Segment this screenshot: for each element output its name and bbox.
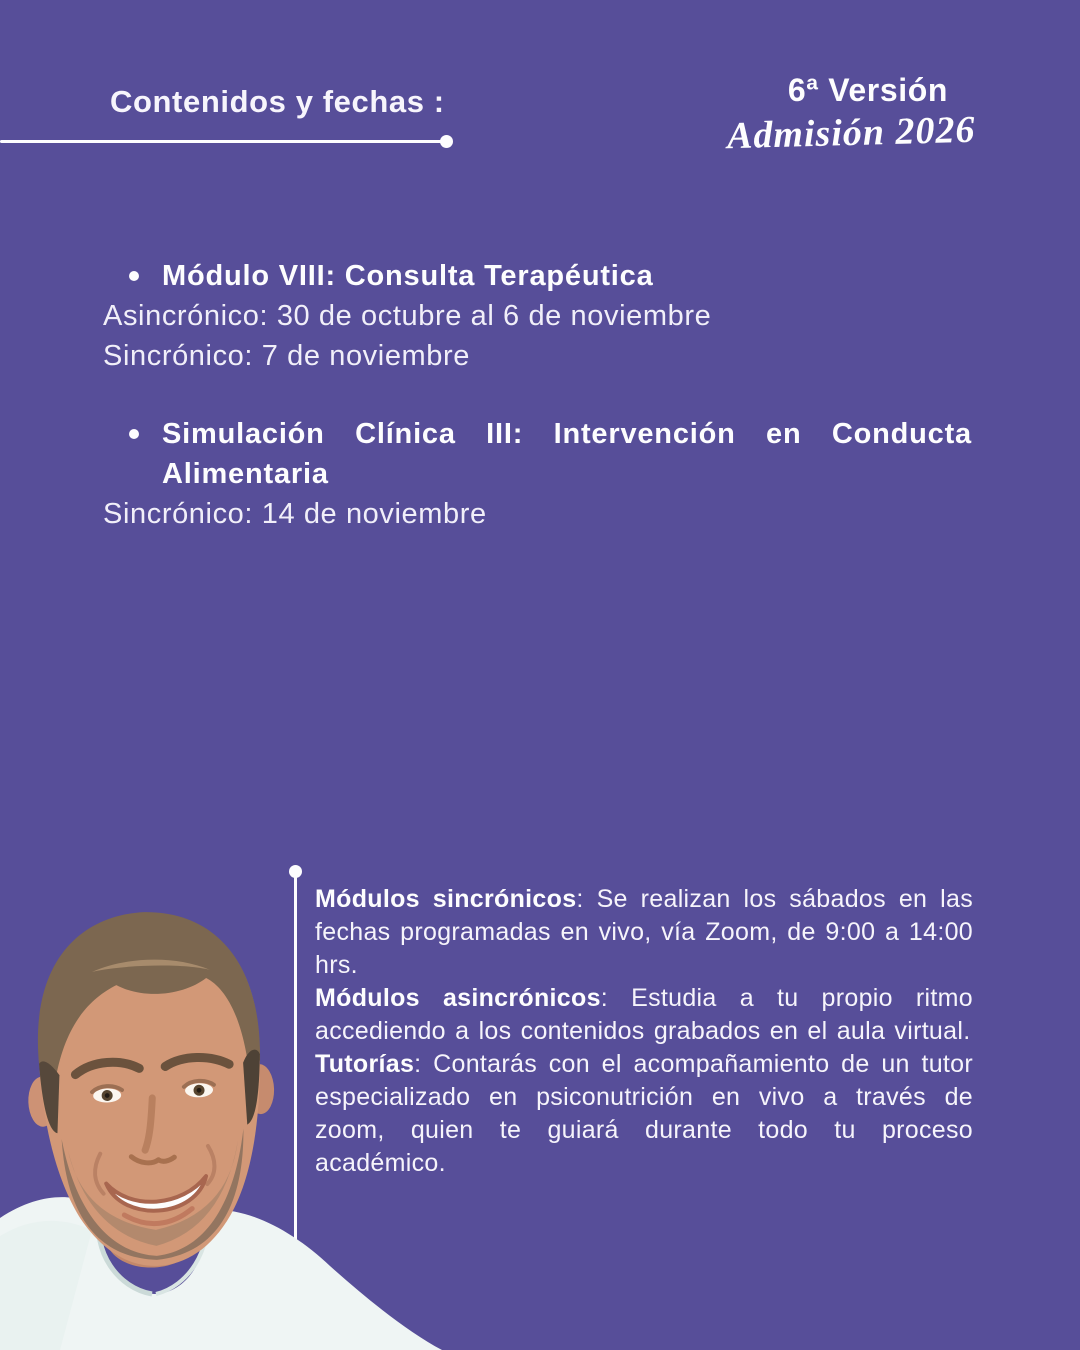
module-date: Sincrónico: 14 de noviembre (103, 498, 487, 530)
info-item-text: : Contarás con el acompañamiento de un tutor especializado en psiconutrición en vivo a través de zoom, quien te guiará durante todo tu proceso académico. (315, 1050, 973, 1177)
page-title: Contenidos y fechas : (110, 84, 445, 119)
bullet-dot-icon (129, 429, 139, 439)
module-date: Asincrónico: 30 de octubre al 6 de noviembre (103, 300, 712, 332)
modules-list (103, 256, 972, 534)
bullet-dot-icon (129, 271, 139, 281)
module-dates (103, 296, 972, 376)
version-label: 6ª Versión (787, 72, 948, 108)
info-item-label: Tutorías (315, 1050, 415, 1078)
module-title: Simulación Clínica III: Intervención en Conducta Alimentaria (162, 418, 972, 490)
module-item (103, 256, 972, 376)
info-item-label: Módulos sincrónicos (315, 885, 577, 913)
info-item-text: : Se realizan los sábados en las fechas programadas en vivo, vía Zoom, de 9:00 a 14:00 hrs. (315, 885, 974, 979)
tutor-photo-illustration (0, 900, 470, 1350)
info-item-text: : Estudia a tu propio ritmo accediendo a los contenidos grabados en el aula virtual. (315, 984, 973, 1045)
module-dates (103, 494, 972, 534)
title-underline-dot-icon (440, 135, 453, 148)
tutor-photo (0, 900, 470, 1350)
module-date: Sincrónico: 7 de noviembre (103, 340, 471, 372)
module-item (103, 414, 972, 534)
module-title: Módulo VIII: Consulta Terapéutica (162, 260, 654, 292)
info-item-label: Módulos asincrónicos (315, 984, 601, 1012)
title-underline (0, 140, 442, 143)
version-block (726, 72, 976, 158)
admission-label: Admisión 2026 (726, 108, 976, 158)
